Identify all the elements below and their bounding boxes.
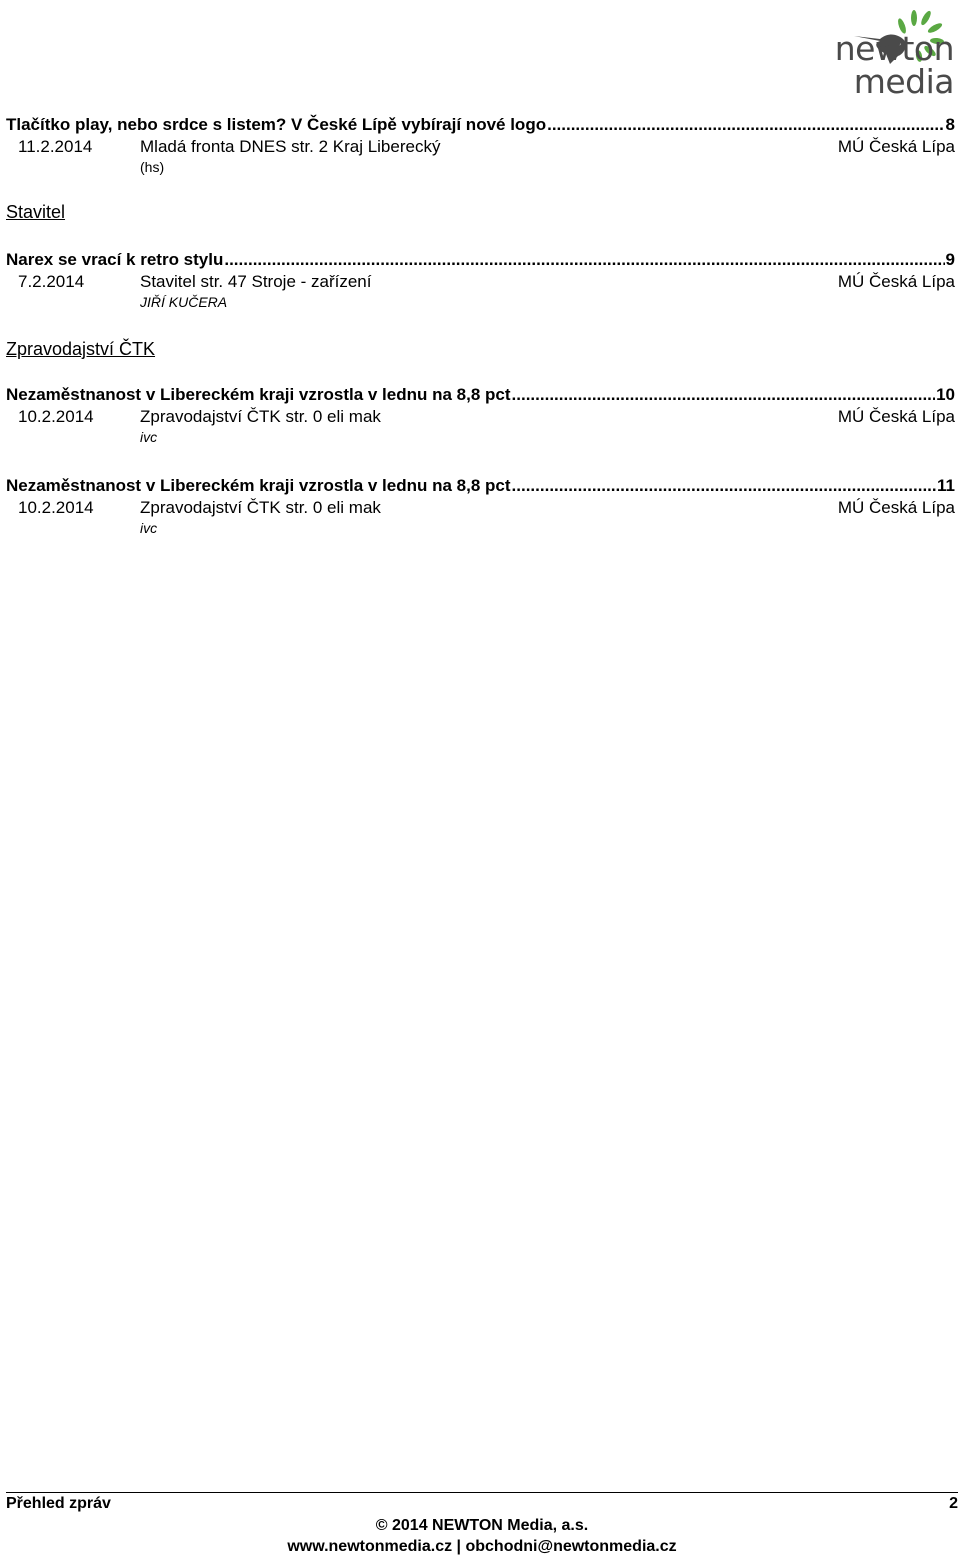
article-meta: [6, 497, 955, 519]
article-client: MÚ Česká Lípa: [837, 498, 955, 517]
article-meta: [6, 136, 955, 158]
leader-dots: [224, 248, 944, 271]
footer-copyright: © 2014 NEWTON Media, a.s.: [375, 1517, 589, 1534]
page-number: 10: [936, 385, 955, 404]
page-number: 11: [937, 476, 955, 495]
article-source: Zpravodajství ČTK str. 0 eli mak: [140, 407, 381, 426]
list-item: [6, 474, 955, 537]
section-heading[interactable]: Zpravodajství ČTK: [6, 339, 156, 359]
article-author: ivc: [140, 429, 158, 445]
newton-media-logo: [754, 6, 954, 101]
article-meta: [6, 406, 955, 428]
article-title[interactable]: Narex se vrací k retro stylu: [6, 250, 224, 269]
article-author: JIŘÍ KUČERA: [140, 294, 228, 310]
article-client: MÚ Česká Lípa: [837, 137, 955, 156]
article-author: ivc: [140, 520, 158, 536]
article-title-line[interactable]: [6, 248, 955, 271]
news-list: [6, 113, 955, 537]
list-item: [6, 383, 955, 446]
logo-wordmark: newton media: [834, 29, 954, 101]
footer-contact[interactable]: www.newtonmedia.cz | obchodni@newtonmedia.cz: [287, 1538, 677, 1555]
article-title[interactable]: Nezaměstnanost v Libereckém kraji vzrostla v lednu na 8,8 pct: [6, 385, 511, 404]
article-date: 10.2.2014: [18, 498, 94, 517]
article-source: Mladá fronta DNES str. 2 Kraj Liberecký: [140, 137, 441, 156]
page-footer: [6, 1492, 958, 1557]
article-title[interactable]: Nezaměstnanost v Libereckém kraji vzrostla v lednu na 8,8 pct: [6, 476, 511, 495]
article-title[interactable]: Tlačítko play, nebo srdce s listem? V České Lípě vybírají nové logo: [6, 115, 547, 134]
article-source: Zpravodajství ČTK str. 0 eli mak: [140, 498, 381, 517]
article-date: 10.2.2014: [18, 407, 94, 426]
article-client: MÚ Česká Lípa: [837, 272, 955, 291]
leader-dots: [512, 474, 936, 497]
article-client: MÚ Česká Lípa: [837, 407, 955, 426]
article-author: (hs): [140, 159, 165, 175]
page-number: 8: [945, 115, 955, 134]
footer-page-number: 2: [949, 1495, 958, 1512]
article-meta: [6, 271, 955, 293]
article-date: 7.2.2014: [18, 272, 85, 291]
article-title-line[interactable]: [6, 383, 955, 406]
article-title-line[interactable]: [6, 113, 955, 136]
page-number: 9: [945, 250, 955, 269]
footer-row: [6, 1493, 958, 1515]
footer-title: Přehled zpráv: [6, 1495, 111, 1512]
article-source: Stavitel str. 47 Stroje - zařízení: [140, 272, 372, 291]
leader-dots: [512, 383, 936, 406]
article-title-line[interactable]: [6, 474, 955, 497]
leader-dots: [547, 113, 944, 136]
list-item: [6, 248, 955, 311]
list-item: [6, 113, 955, 176]
article-date: 11.2.2014: [18, 137, 93, 156]
section-heading[interactable]: Stavitel: [6, 202, 66, 222]
